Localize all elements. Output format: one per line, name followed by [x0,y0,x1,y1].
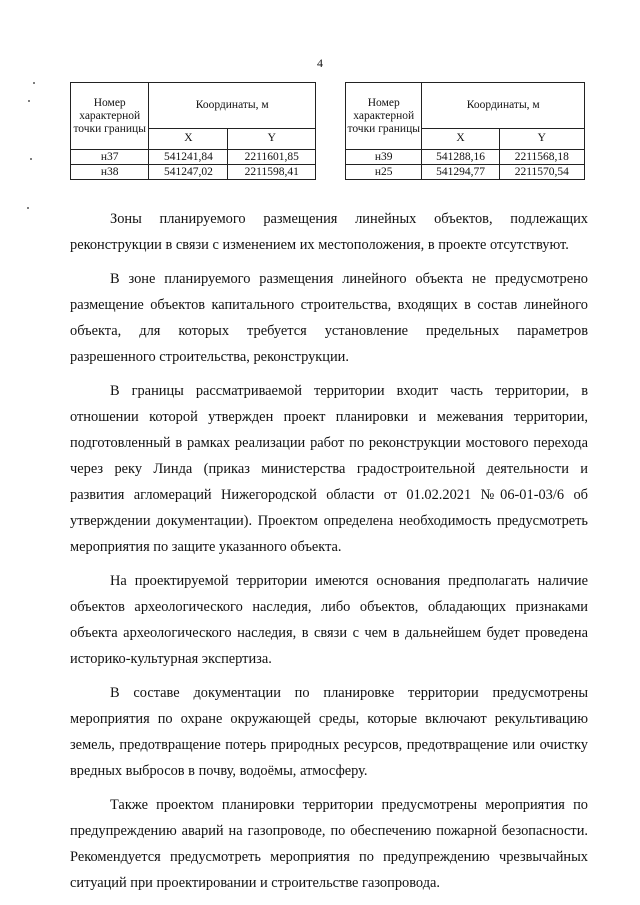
point-cell: н38 [71,165,149,180]
y-cell: 2211598,41 [228,165,316,180]
header-coordinates: Координаты, м [422,83,585,129]
coordinates-table-left [70,82,316,180]
y-cell: 2211570,54 [499,165,584,180]
table-row [71,165,316,180]
x-cell: 541247,02 [149,165,228,180]
paragraph: Зоны планируемого размещения линейных объектов, подлежащих реконструкции в связи с изменением их местоположения, в проекте отсутствуют. [70,211,588,253]
scan-speck [30,158,32,160]
x-cell: 541241,84 [149,150,228,165]
header-point-number: Номер характерной точки границы [71,83,149,150]
y-cell: 2211601,85 [228,150,316,165]
header-y: Y [228,128,316,149]
table-row [346,165,585,180]
scan-speck [33,82,35,84]
page-number: 4 [317,56,323,70]
table-row [71,150,316,165]
point-cell: н39 [346,150,422,165]
table-row [346,150,585,165]
header-x: X [422,128,499,149]
y-cell: 2211568,18 [499,150,584,165]
header-coordinates: Координаты, м [149,83,316,129]
header-y: Y [499,128,584,149]
header-x: X [149,128,228,149]
paragraph: В границы рассматриваемой территории входит часть территории, в отношении которой утвержден проект планировки и межевания территории, подготовленный в рамках реализации работ по реконструкции мостового перехода через реку Линда (приказ министерства градостроительной деятельности и развития агломераций Нижегородской области от 01.02.2021 №06-01-03/6 об утверждении документации). Проектом определена необходимость предусмотреть мероприятия по защите указанного объекта. [70,383,588,555]
scan-speck [28,100,30,102]
scan-speck [27,207,29,209]
paragraph: На проектируемой территории имеются основания предполагать наличие объектов археологического наследия, либо объектов, обладающих признаками объекта археологического наследия, в связи с чем в дальнейшем будет проведена историко-культурная экспертиза. [70,573,588,667]
x-cell: 541288,16 [422,150,499,165]
paragraph: В составе документации по планировке территории предусмотрены мероприятия по охране окружающей среды, которые включают рекультивацию земель, предотвращение потерь природных ресурсов, предотвращение или очистку вредных выбросов в почву, водоёмы, атмосферу. [70,685,588,779]
x-cell: 541294,77 [422,165,499,180]
point-cell: н25 [346,165,422,180]
paragraph: В зоне планируемого размещения линейного объекта не предусмотрено размещение объектов капитального строительства, входящих в состав линейного объекта, для которых требуется установление предельных параметров разрешенного строительства, реконструкции. [70,271,588,365]
body-text [70,206,588,904]
header-point-number: Номер характерной точки границы [346,83,422,150]
paragraph: Также проектом планировки территории предусмотрены мероприятия по предупреждению аварий на газопроводе, по обеспечению пожарной безопасности. Рекомендуется предусмотреть мероприятия по предупреждению чрезвычайных ситуаций при проектировании и строительстве газопровода. [70,797,588,891]
point-cell: н37 [71,150,149,165]
coordinates-table-right [345,82,585,180]
